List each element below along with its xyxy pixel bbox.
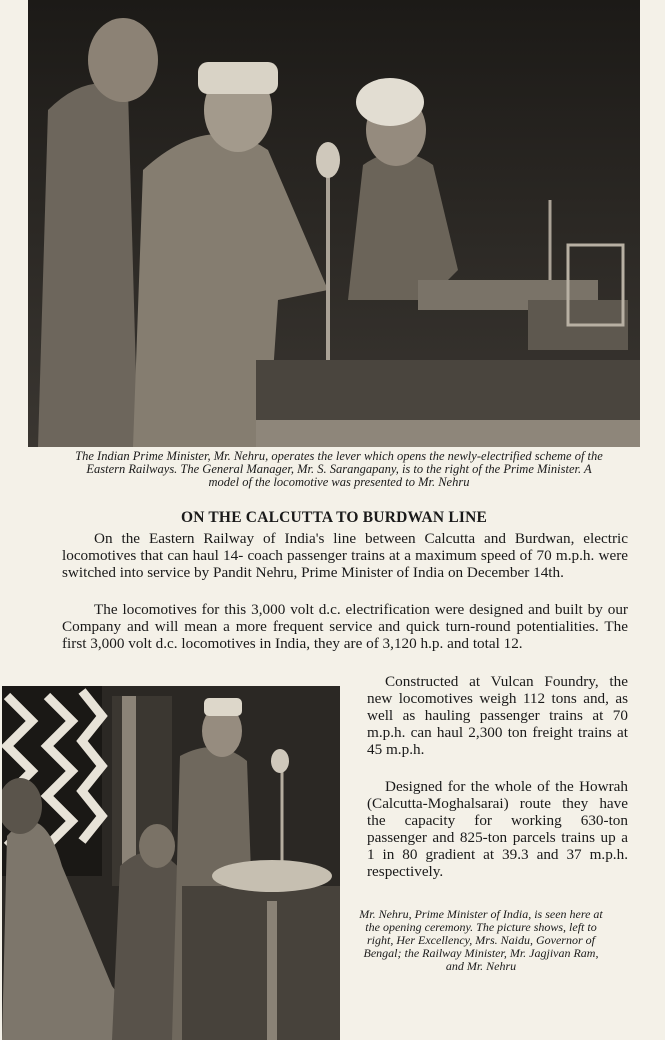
photo-ceremony-icon [28,0,640,447]
photo-speech-icon [2,686,340,1040]
speech-photo [2,686,340,1040]
ceremony-photo [28,0,640,447]
article-paragraph: Designed for the whole of the Howrah (Calcutta-Moghalsarai) route they have the capacity for working 630-ton passenger and 825-ton parcels trains up a 1 in 80 gradient at 39.3 and 37 m.p.h. respectively. [367,778,628,880]
article-paragraph: On the Eastern Railway of India's line between Calcutta and Burdwan, electric locomotives that can haul 14- coach passenger trains at a maximum speed of 70 m.p.h. were switched into service by Pandit Nehru, Prime Minister of India on December 14th. [62,530,628,581]
article-paragraph: Constructed at Vulcan Foundry, the new locomotives weigh 112 tons and, as well as hauling passenger trains at 70 m.p.h. can haul 2,300 ton freight trains at 45 m.p.h. [367,673,628,758]
article-paragraph: The locomotives for this 3,000 volt d.c. electrification were designed and built by our Company and will mean a more frequent service and quick turn-round potentialities. The first 3,000 volt d.c. locomotives in India, they are of 3,120 h.p. and total 12. [62,601,628,652]
top-photo-caption: The Indian Prime Minister, Mr. Nehru, operates the lever which opens the newly-electrified scheme of the Eastern Railways. The General Manager, Mr. S. Sarangapany, is to the right of the Prime Minister. A model of the locomotive was presented to Mr. Nehru [75,449,603,489]
bottom-photo-caption: Mr. Nehru, Prime Minister of India, is seen here at the opening ceremony. The picture shows, left to right, Her Excellency, Mrs. Naidu, Governor of Bengal; the Railway Minister, Mr. Jagjivan Ram, and Mr. Nehru [359,907,603,973]
article-heading: ON THE CALCUTTA TO BURDWAN LINE [180,509,488,526]
